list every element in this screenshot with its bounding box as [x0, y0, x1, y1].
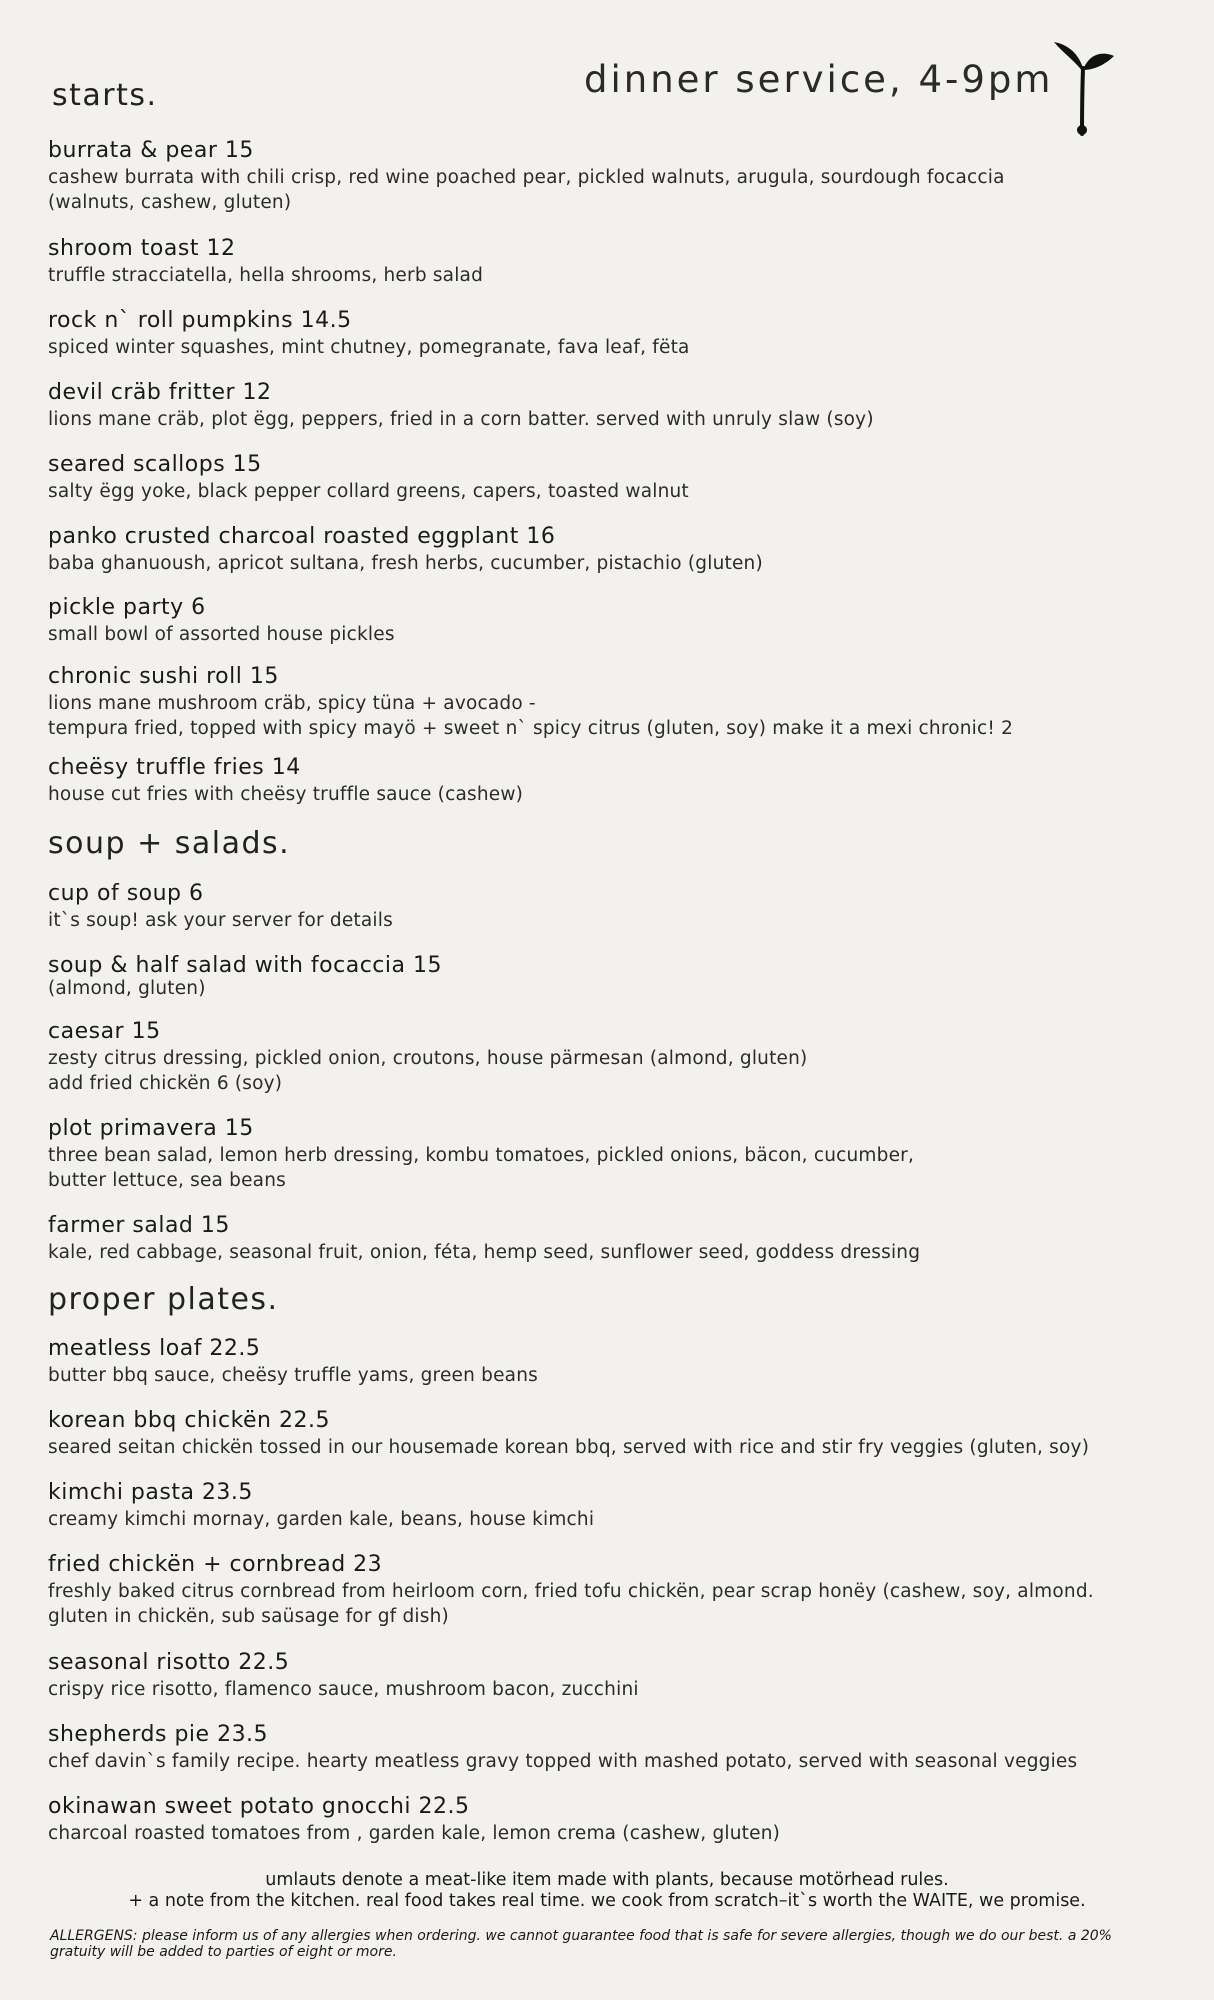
- section-title-starts: starts.: [52, 78, 158, 113]
- item-description: it`s soup! ask your server for details: [48, 910, 393, 931]
- item-name: cheësy truffle fries 14: [48, 755, 301, 780]
- menu-item: [48, 1551, 1178, 1629]
- menu-item: [48, 1649, 1178, 1702]
- menu-item: [48, 1212, 1178, 1265]
- item-name: okinawan sweet potato gnocchi 22.5: [48, 1794, 470, 1819]
- menu-item: [48, 1793, 1178, 1846]
- menu-item: [48, 307, 1178, 360]
- item-description: lions mane mushroom cräb, spicy tüna + avocado -: [48, 693, 536, 714]
- item-description: three bean salad, lemon herb dressing, kombu tomatoes, pickled onions, bäcon, cucumber,: [48, 1145, 915, 1166]
- item-name: burrata & pear 15: [48, 138, 254, 163]
- item-name: shepherds pie 23.5: [48, 1722, 269, 1747]
- item-description: butter bbq sauce, cheësy truffle yams, green beans: [48, 1365, 538, 1386]
- item-description: house cut fries with cheësy truffle sauce (cashew): [48, 784, 524, 805]
- item-name: panko crusted charcoal roasted eggplant 16: [48, 524, 556, 549]
- item-name: farmer salad 15: [48, 1213, 230, 1238]
- item-description-line2: butter lettuce, sea beans: [48, 1170, 286, 1191]
- item-name: fried chickën + cornbread 23: [48, 1552, 383, 1577]
- item-description-line2: (walnuts, cashew, gluten): [48, 192, 292, 213]
- item-description: seared seitan chickën tossed in our housemade korean bbq, served with rice and stir fry veggies (gluten, soy): [48, 1437, 1090, 1458]
- menu-item: [48, 523, 1178, 576]
- section-title-soup-salads: soup + salads.: [48, 826, 291, 861]
- menu-item: [48, 1115, 1178, 1193]
- item-name: seared scallops 15: [48, 452, 262, 477]
- item-name: shroom toast 12: [48, 236, 236, 261]
- item-name: rock n` roll pumpkins 14.5: [48, 308, 352, 333]
- item-name: cup of soup 6: [48, 881, 204, 906]
- item-description: truffle stracciatella, hella shrooms, herb salad: [48, 265, 484, 286]
- menu-item: [48, 880, 1178, 933]
- menu-item: [48, 1335, 1178, 1388]
- menu-item: [48, 754, 1178, 807]
- allergens-note: ALLERGENS: please inform us of any allergies when ordering. we cannot guarantee food that is safe for severe allergies, though we do our best. a 20% gratuity will be added to parties of eight or more.: [50, 1928, 1112, 1960]
- item-name: plot primavera 15: [48, 1116, 254, 1141]
- item-description: (almond, gluten): [48, 978, 206, 999]
- item-name: korean bbq chickën 22.5: [48, 1408, 330, 1433]
- sprout-icon: [1052, 38, 1116, 136]
- menu-item: [48, 1407, 1178, 1460]
- menu-item: [48, 379, 1178, 432]
- item-description: creamy kimchi mornay, garden kale, beans, house kimchi: [48, 1509, 595, 1530]
- item-description-line2: tempura fried, topped with spicy mayö + sweet n` spicy citrus (gluten, soy) make it a mexi chronic! 2: [48, 718, 1014, 739]
- item-name: soup & half salad with focaccia 15: [48, 953, 442, 978]
- item-description: zesty citrus dressing, pickled onion, croutons, house pärmesan (almond, gluten): [48, 1048, 808, 1069]
- item-description: spiced winter squashes, mint chutney, pomegranate, fava leaf, fëta: [48, 337, 690, 358]
- section-title-proper-plates: proper plates.: [48, 1282, 279, 1317]
- menu-item: [48, 137, 1178, 215]
- menu-item: [48, 1721, 1178, 1774]
- item-description: freshly baked citrus cornbread from heirloom corn, fried tofu chickën, pear scrap honëy (cashew, soy, almond.: [48, 1581, 1094, 1602]
- menu-item: [48, 451, 1178, 504]
- item-name: chronic sushi roll 15: [48, 664, 279, 689]
- page-title: dinner service, 4-9pm: [584, 58, 1054, 101]
- footer-notes: [0, 1870, 1214, 1912]
- item-description-line2: add fried chickën 6 (soy): [48, 1073, 283, 1094]
- item-description: small bowl of assorted house pickles: [48, 624, 395, 645]
- menu-item: [48, 235, 1178, 288]
- item-name: meatless loaf 22.5: [48, 1336, 261, 1361]
- item-description-line2: gluten in chickën, sub saüsage for gf dish): [48, 1606, 449, 1627]
- item-description: baba ghanuoush, apricot sultana, fresh herbs, cucumber, pistachio (gluten): [48, 553, 763, 574]
- menu-item: [48, 1018, 1178, 1096]
- item-name: seasonal risotto 22.5: [48, 1650, 290, 1675]
- item-name: devil cräb fritter 12: [48, 380, 272, 405]
- item-description: kale, red cabbage, seasonal fruit, onion, féta, hemp seed, sunflower seed, goddess dressing: [48, 1242, 921, 1263]
- item-name: kimchi pasta 23.5: [48, 1480, 253, 1505]
- menu-item: [48, 1479, 1178, 1532]
- menu-item: [48, 663, 1178, 741]
- item-description: salty ëgg yoke, black pepper collard greens, capers, toasted walnut: [48, 481, 689, 502]
- kitchen-note: + a note from the kitchen. real food takes real time. we cook from scratch–it`s worth the WAITE, we promise.: [128, 1891, 1086, 1911]
- item-description: charcoal roasted tomatoes from , garden kale, lemon crema (cashew, gluten): [48, 1823, 781, 1844]
- item-description: chef davin`s family recipe. hearty meatless gravy topped with mashed potato, served with seasonal veggies: [48, 1751, 1078, 1772]
- item-name: pickle party 6: [48, 595, 206, 620]
- item-description: lions mane cräb, plot ëgg, peppers, fried in a corn batter. served with unruly slaw (soy): [48, 409, 874, 430]
- umlaut-note: umlauts denote a meat-like item made with plants, because motörhead rules.: [265, 1870, 949, 1890]
- item-description: cashew burrata with chili crisp, red wine poached pear, pickled walnuts, arugula, sourdough focaccia: [48, 167, 1005, 188]
- item-description: crispy rice risotto, flamenco sauce, mushroom bacon, zucchini: [48, 1679, 639, 1700]
- menu-item: [48, 594, 1178, 647]
- item-name: caesar 15: [48, 1019, 161, 1044]
- menu-item: [48, 952, 1178, 1001]
